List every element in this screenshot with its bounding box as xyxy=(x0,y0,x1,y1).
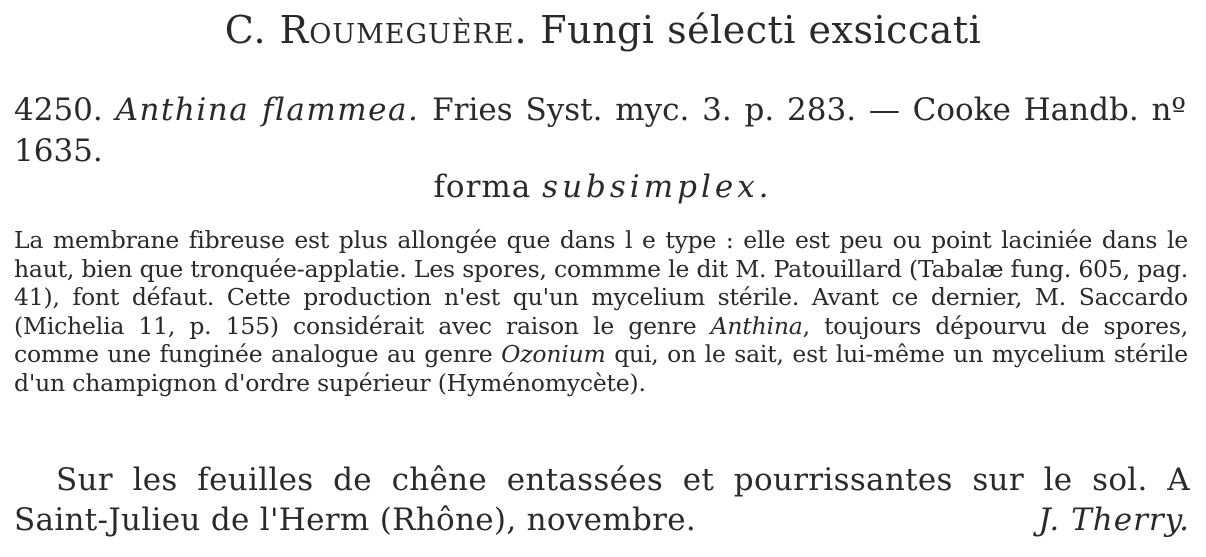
locality-line-1: Sur les feuilles de chêne entassées et pourrissantes sur le sol. A xyxy=(56,462,1190,498)
forma-word: forma xyxy=(433,169,532,205)
series-title: Fungi sélecti exsiccati xyxy=(540,8,982,52)
locality-line-2-row xyxy=(14,500,1190,540)
taxon-species: flammea. xyxy=(262,92,420,128)
forma-line xyxy=(0,169,1206,205)
descriptive-note xyxy=(14,226,1188,397)
citation: Fries Syst. myc. 3. p. 283. — Cooke Handb. nº 1635. xyxy=(14,92,1187,169)
note-part-1: La membrane fibreuse est plus allongée que dans l e type : elle est peu ou point laciniée dans le haut, bien que tronquée-applatie. Les spores, commme le dit M. Patouillard (Tabalæ fung. 605, pag. 41), font défaut. Cette production n'est qu'un mycelium stérile. Avant ce dernier, M. Saccardo (Michelia 11, p. 155) considérait avec raison le genre xyxy=(14,226,1188,340)
locality-block xyxy=(14,460,1190,540)
specimen-entry xyxy=(14,90,1186,172)
forma-name: subsimplex. xyxy=(542,169,773,205)
taxon-genus: Anthina xyxy=(115,92,250,128)
note-part-3: qui, on le sait, est lui-même un mycelium stérile d'un champignon d'ordre supérieur (Hyménomycète). xyxy=(14,340,1188,397)
note-part-2: , toujours dépourvu de spores, comme une funginée analogue au genre xyxy=(14,311,1189,368)
note-genus-anthina: Anthina xyxy=(710,311,803,340)
collector-name: J. Therry. xyxy=(1038,502,1190,538)
entry-number: 4250. xyxy=(14,92,103,128)
author-name: C. Roumeguère. xyxy=(224,8,528,52)
label-header xyxy=(0,8,1206,52)
locality-line-2: Saint-Julieu de l'Herm (Rhône), novembre. xyxy=(14,502,697,538)
note-genus-ozonium: Ozonium xyxy=(501,340,606,368)
